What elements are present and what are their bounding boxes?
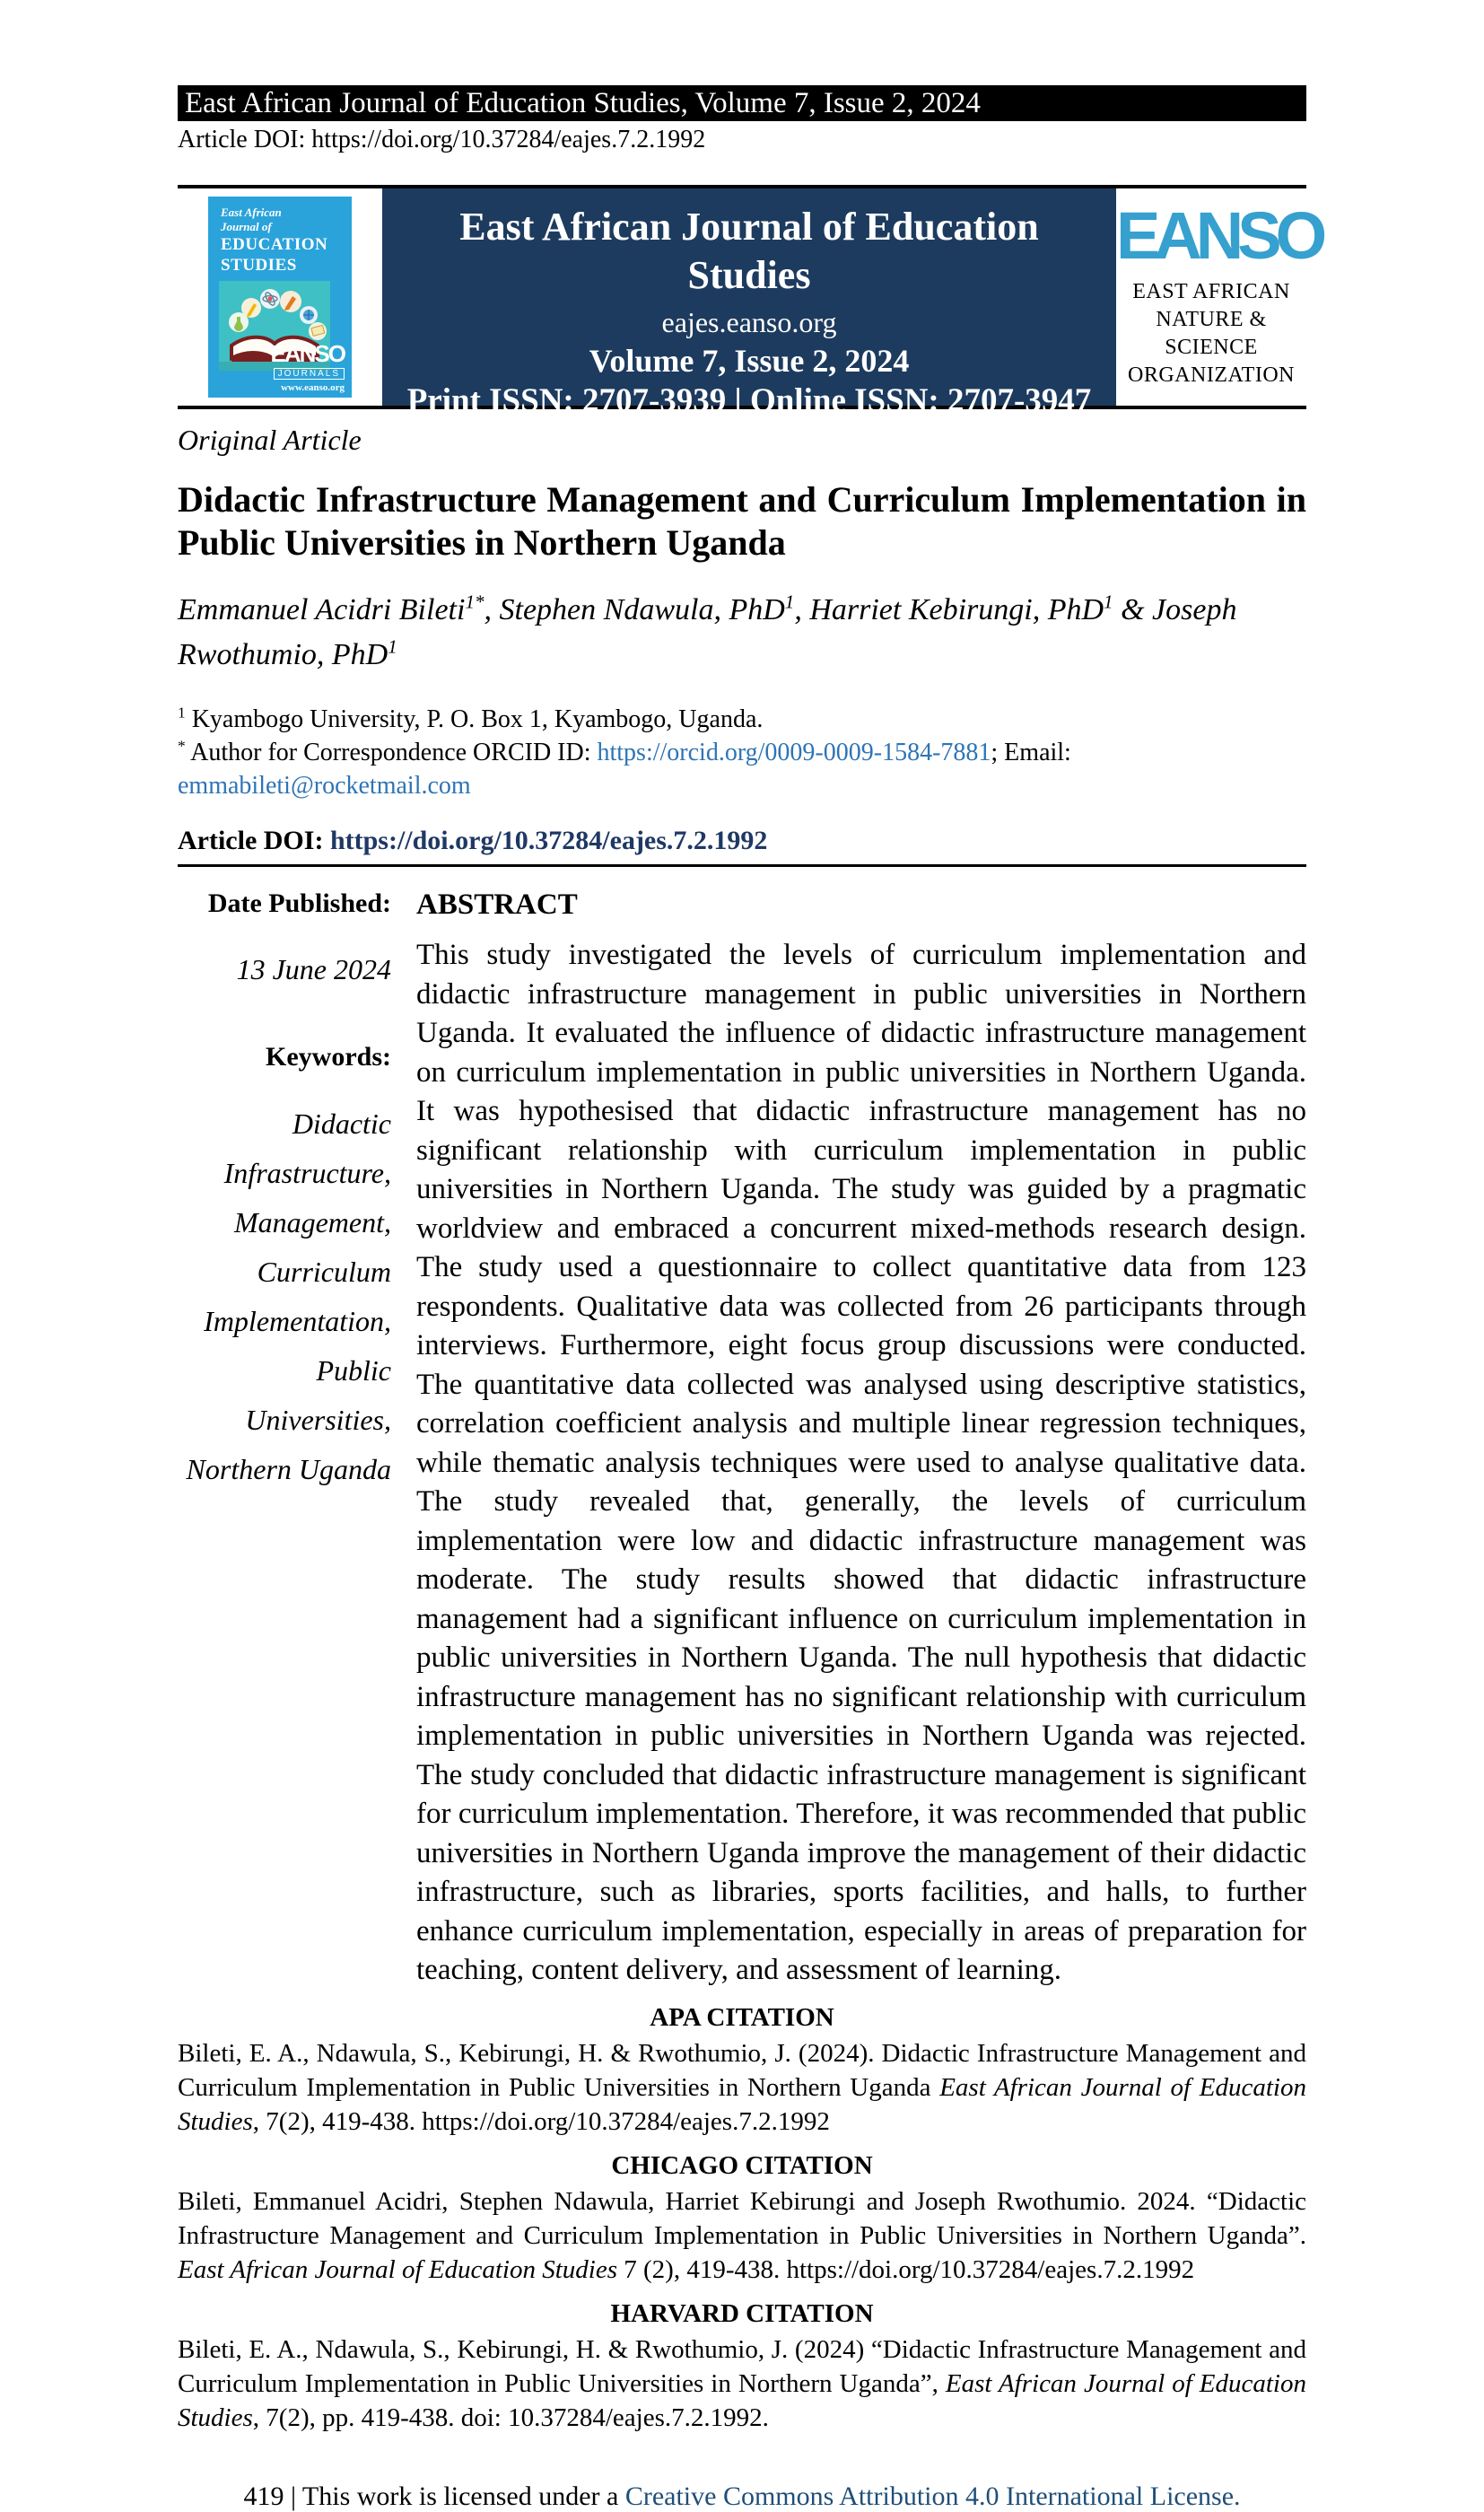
correspondence-marker: * [178, 737, 186, 755]
cover-title-line4: STUDIES [221, 256, 297, 275]
apa-citation-heading: APA CITATION [650, 2002, 834, 2032]
journal-issn: Print ISSN: 2707-3939 | Online ISSN: 2707-3947 [406, 382, 1092, 419]
author-list [178, 588, 1306, 678]
page-number: 419 [243, 2481, 284, 2511]
pencil-icon [241, 298, 261, 318]
abstract-text: This study investigated the levels of curriculum implementation and didactic infrastructure management in public universities in Northern Uganda. It evaluated the influence of didactic infrastructure management on curriculum implementation in public universities in Northern Uganda. It was hypothesised that didactic infrastructure management has no significant relationship with curriculum implementation in public universities in Northern Uganda. The study was guided by a pragmatic worldview and embraced a concurrent mixed-methods research design. The study used a questionnaire to collect quantitative data from 123 respondents. Qualitative data was collected from 26 participants through interviews. Furthermore, eight focus group discussions were conducted. The quantitative data collected was analysed using descriptive statistics, correlation coefficient analysis and multiple linear regression techniques, while thematic analysis techniques were used to analyse qualitative data. The study revealed that, generally, the levels of curriculum implementation were low and didactic infrastructure management was moderate. The study results showed that didactic infrastructure management had a significant influence on curriculum implementation in public universities in Northern Uganda. The null hypothesis that didactic infrastructure management has no significant relationship with curriculum implementation in public universities in Northern Uganda was rejected. The study concluded that didactic infrastructure management is significant for curriculum implementation. Therefore, it was recommended that public universities in Northern Uganda improve the management of their didactic infrastructure, such as libraries, sports facilities, and halls, to further enhance curriculum implementation, especially in areas of preparation for teaching, content delivery, and assessment of learning. [416, 939, 1306, 1986]
chicago-citation-text [178, 2184, 1306, 2287]
article-doi-link[interactable]: https://doi.org/10.37284/eajes.7.2.1992 [329, 826, 768, 855]
journal-banner: East African Journal of Education Studies, Volume 7, Issue 2, 2024 [178, 85, 1306, 121]
cc-license-link[interactable]: Creative Commons Attribution 4.0 International License. [624, 2481, 1241, 2511]
eanso-site-url: www.eanso.org [281, 382, 345, 393]
author-2: , Stephen Ndawula, PhD [484, 593, 785, 626]
chicago-citation-pre: Bileti, Emmanuel Acidri, Stephen Ndawula, Harriet Kebirungi and Joseph Rwothumio. 2024. “Didactic Infrastructure Management and Curriculum Implementation in Public Universities in Northern Uganda”. [178, 2186, 1306, 2250]
keywords-list: Didactic Infrastructure, Management, Curriculum Implementation, Public Universities, Northern Uganda [186, 1107, 391, 1485]
license-text: This work is licensed under a [301, 2481, 625, 2511]
author-4: & Joseph Rwothumio, PhD [178, 593, 1237, 671]
article-doi-label: Article DOI: [178, 826, 330, 855]
affiliation-marker: 1 [178, 704, 186, 722]
cover-footer [270, 340, 345, 393]
chicago-citation-post: 7 (2), 419-438. https://doi.org/10.37284/eajes.7.2.1992 [617, 2254, 1195, 2284]
cover-title-line2: Journal of [221, 220, 272, 233]
author-2-affil-marker: 1 [784, 591, 795, 613]
abstract-column [416, 888, 1306, 1991]
organization-cell [1116, 188, 1322, 406]
abstract-section [178, 888, 1306, 1991]
journal-title: East African Journal of Education Studies [459, 205, 1039, 297]
eanso-logo-small: EANSO [270, 340, 345, 367]
article-doi-line-top: Article DOI: https://doi.org/10.37284/eajes.7.2.1992 [178, 126, 706, 153]
org-name-line2: NATURE & [1156, 308, 1267, 331]
journal-site: eajes.eanso.org [661, 306, 837, 338]
harvard-citation-pre: Bileti, E. A., Ndawula, S., Kebirungi, H. & Rwothumio, J. (2024) “Didactic Infrastructure Management and Curriculum Implementation in Public Universities in Northern Uganda”, [178, 2334, 1306, 2398]
harvard-citation-post: , 7(2), pp. 419-438. doi: 10.37284/eajes.7.2.1992. [252, 2403, 769, 2432]
author-4-affil-marker: 1 [388, 635, 397, 658]
organization-name [1116, 278, 1306, 389]
org-name-line1: EAST AFRICAN [1132, 280, 1290, 303]
orcid-link[interactable]: https://orcid.org/0009-0009-1584-7881 [597, 739, 991, 766]
chicago-citation-heading: CHICAGO CITATION [611, 2150, 873, 2180]
journal-cover [208, 197, 352, 398]
harvard-citation-text [178, 2333, 1306, 2435]
date-published-label: Date Published: [207, 888, 391, 918]
article-title: Didactic Infrastructure Management and Curriculum Implementation in Public Universities in Northern Uganda [178, 479, 1306, 563]
cover-title-line1: East African [221, 206, 282, 219]
harvard-citation-heading: HARVARD CITATION [610, 2298, 874, 2328]
journal-masthead [382, 188, 1116, 455]
date-published-value: 13 June 2024 [236, 953, 391, 985]
article-doi-line [178, 826, 1306, 856]
eanso-journals-badge: JOURNALS [274, 368, 345, 380]
apa-citation-journal: East African Journal of Education Studies [178, 2072, 1306, 2136]
harvard-citation-journal: East African Journal of Education Studies [178, 2368, 1306, 2432]
author-3: , Harriet Kebirungi, PhD [794, 593, 1104, 626]
author-3-affil-marker: 1 [1104, 591, 1113, 613]
abstract-heading: ABSTRACT [416, 888, 578, 921]
article-type-label: Original Article [178, 424, 362, 456]
org-name-line4: ORGANIZATION [1128, 363, 1295, 387]
apa-citation-text [178, 2036, 1306, 2139]
correspondence-line [178, 736, 1306, 802]
correspondence-text: Author for Correspondence ORCID ID: [185, 739, 598, 766]
journal-volume: Volume 7, Issue 2, 2024 [589, 343, 910, 379]
article-meta-sidebar [178, 888, 391, 1991]
journal-cover-cell [178, 188, 382, 406]
correspondence-email-label: ; Email: [991, 739, 1071, 766]
apa-citation-pre: Bileti, E. A., Ndawula, S., Kebirungi, H. & Rwothumio, J. (2024). Didactic Infrastructure Management and Curriculum Implementation in Public Universities in Northern Uganda [178, 2038, 1306, 2102]
chicago-citation-journal: East African Journal of Education Studies [178, 2254, 618, 2284]
affiliation-line [178, 703, 1306, 736]
cover-title-line3: EDUCATION [221, 235, 328, 254]
footer-separator: | [284, 2481, 302, 2511]
org-name-line3: SCIENCE [1165, 336, 1258, 359]
author-1: Emmanuel Acidri Bileti [178, 593, 466, 626]
eanso-logo: EANSO [1116, 198, 1322, 273]
email-link[interactable]: emmabileti@rocketmail.com [178, 772, 471, 800]
journal-title-doi: Title DOI: https://doi.org/10.37284/2707-3947 [489, 424, 1009, 455]
license-footer [178, 2481, 1306, 2512]
doi-divider [178, 864, 1306, 867]
apa-citation-post: , 7(2), 419-438. https://doi.org/10.37284/eajes.7.2.1992 [252, 2106, 830, 2136]
affiliations-block [178, 703, 1306, 802]
affiliation-text: Kyambogo University, P. O. Box 1, Kyambogo, Uganda. [185, 705, 764, 733]
keywords-label: Keywords: [266, 1042, 391, 1072]
author-1-affil-marker: 1* [465, 591, 484, 613]
